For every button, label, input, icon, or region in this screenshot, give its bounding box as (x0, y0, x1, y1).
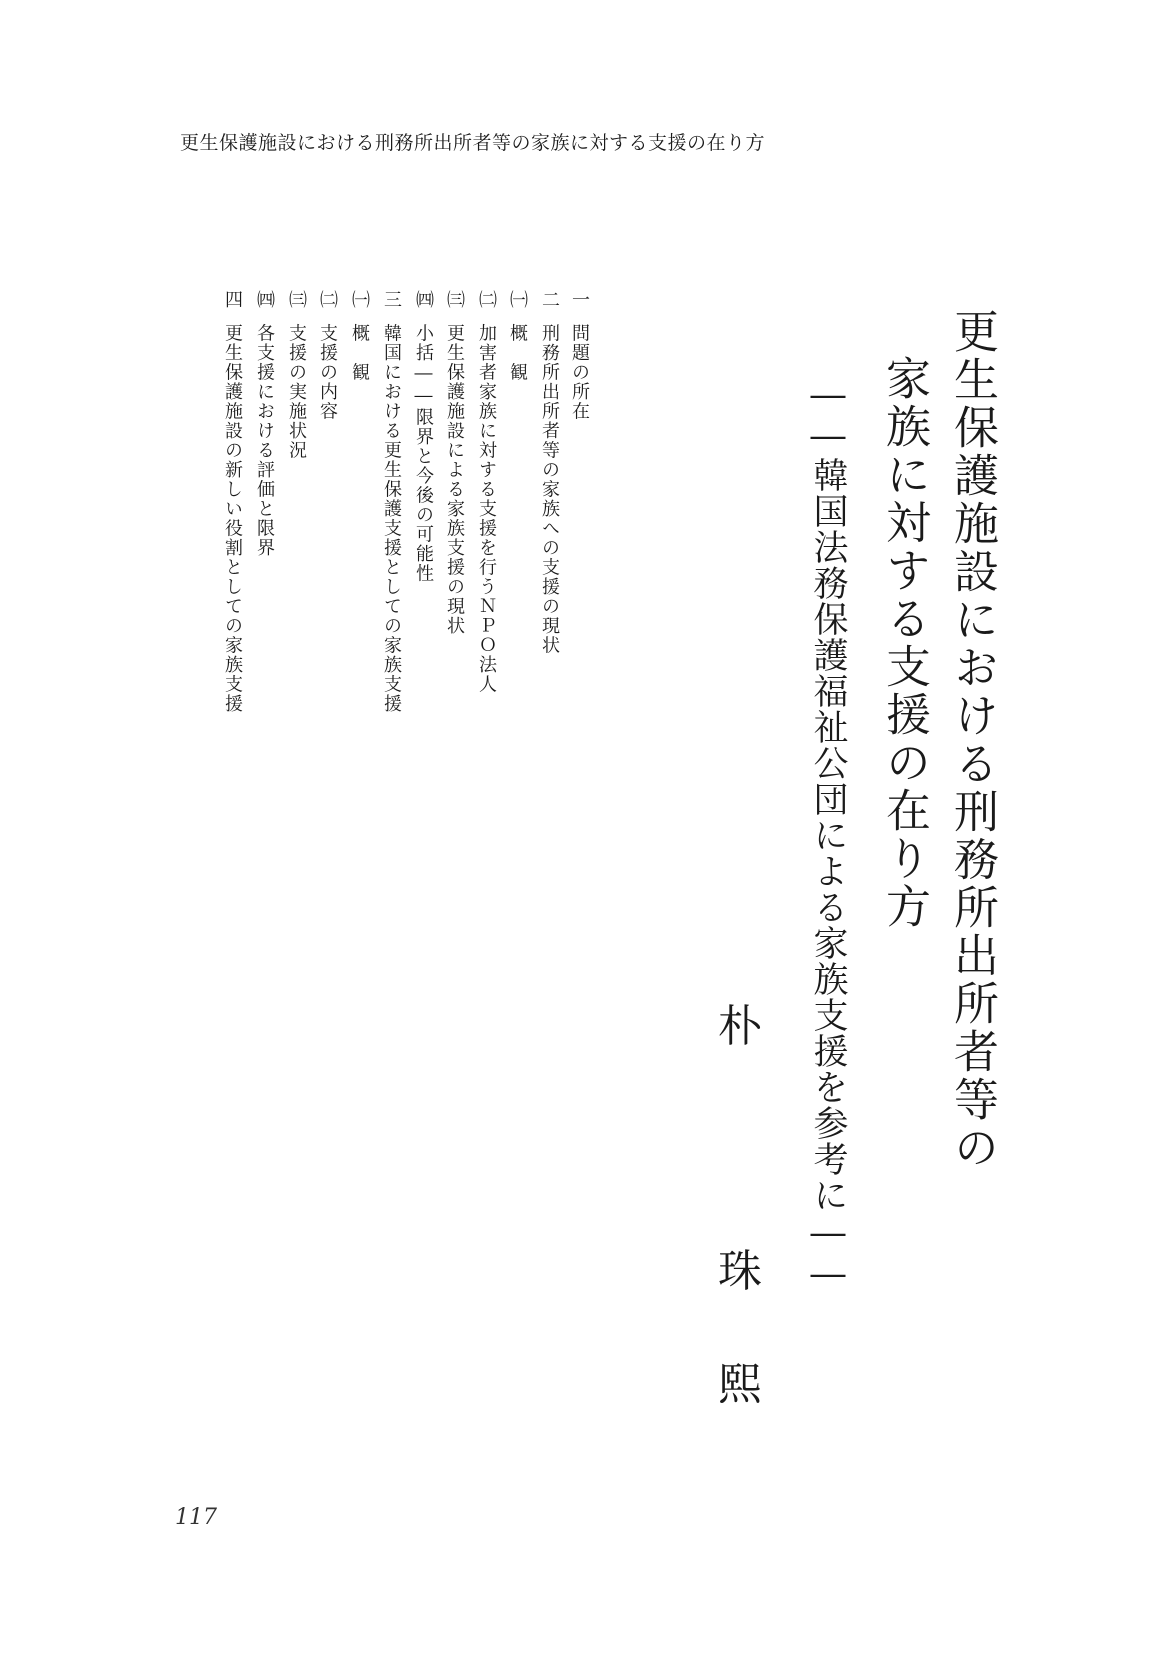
page-number: 117 (175, 1505, 217, 1530)
toc-entry-text: 小括――限界と今後の可能性 (413, 323, 434, 583)
toc-entry-text: 概 観 (507, 323, 528, 382)
toc-entry-text: 更生保護施設による家族支援の現状 (444, 323, 465, 636)
toc-entry (473, 290, 499, 694)
toc-entry-text: 更生保護施設の新しい役割としての家族支援 (222, 323, 243, 714)
toc-entry-text: 支援の実施状況 (286, 323, 307, 460)
toc-entry-number: ㈡ (476, 290, 497, 310)
toc-entry-text: 支援の内容 (317, 323, 338, 421)
toc-entry (410, 290, 436, 583)
toc-entry-number: ㈠ (507, 290, 528, 310)
toc-entry-number: ㈢ (444, 290, 465, 310)
toc-entry (504, 290, 530, 382)
toc-entry-number: 一 (569, 290, 590, 310)
toc-entry-number: ㈠ (349, 290, 370, 310)
toc-entry (378, 290, 404, 714)
title-line-2: 家族に対する支援の在り方 (878, 355, 931, 931)
toc-entry (346, 290, 372, 382)
toc-entry-text: 問題の所在 (569, 323, 590, 421)
toc-entry-text: 各支援における評価と限界 (254, 323, 275, 558)
toc-entry-number: ㈢ (286, 290, 307, 310)
toc-entry (566, 290, 592, 421)
toc-entry-text: 刑務所出所者等の家族への支援の現状 (539, 323, 560, 655)
toc-entry-number: ㈣ (413, 290, 434, 310)
title-line-1: 更生保護施設における刑務所出所者等の (946, 308, 999, 1172)
author-name-char: 朴 (718, 1001, 762, 1052)
toc-entry (283, 290, 309, 460)
toc-entry-text: 加害者家族に対する支援を行うＮＰＯ法人 (476, 323, 497, 694)
toc-entry-text: 概 観 (349, 323, 370, 382)
toc-entry-number: ㈡ (317, 290, 338, 310)
toc-entry-text: 韓国における更生保護支援としての家族支援 (381, 323, 402, 714)
toc-entry-number: 三 (381, 290, 402, 310)
toc-entry (314, 290, 340, 421)
toc-entry (219, 290, 245, 714)
subtitle: ――韓国法務保護福祉公団による家族支援を参考に―― (808, 375, 848, 1295)
toc-entry-number: ㈣ (254, 290, 275, 310)
toc-entry-number: 四 (222, 290, 243, 310)
toc-entry (441, 290, 467, 636)
running-header: 更生保護施設における刑務所出所者等の家族に対する支援の在り方 (180, 132, 766, 154)
author-name-char: 熙 (718, 1359, 762, 1410)
toc-entry (251, 290, 277, 558)
toc-entry (536, 290, 562, 655)
author-name-char: 珠 (718, 1246, 762, 1297)
toc-entry-number: 二 (539, 290, 560, 310)
